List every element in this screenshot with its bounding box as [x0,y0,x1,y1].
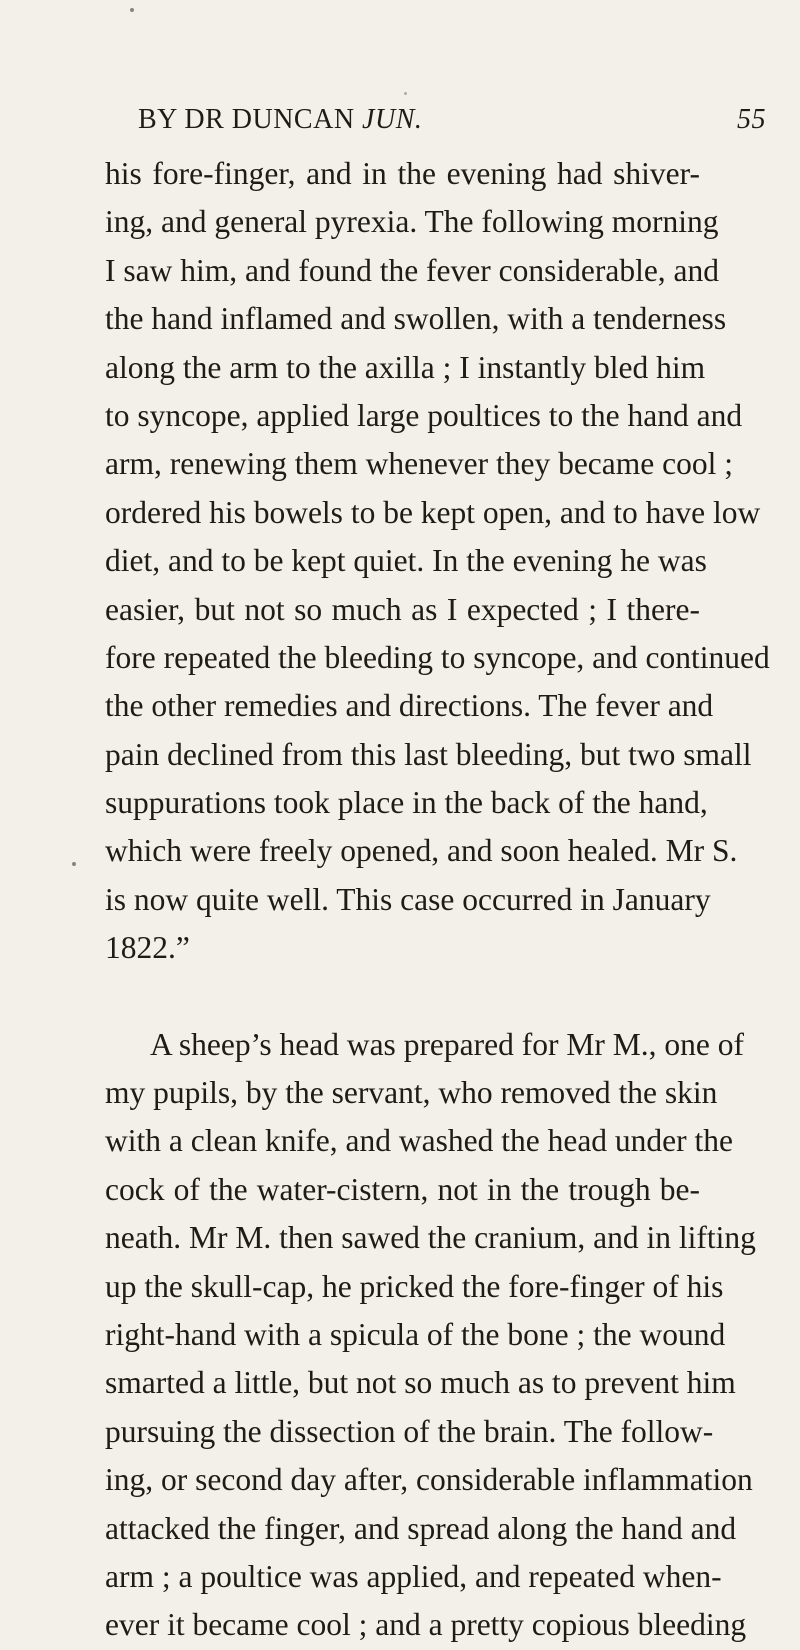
text-line: arm ; a poultice was applied, and repeated when- [105,1558,722,1594]
text-line: right-hand with a spicula of the bone ; the wound [105,1316,726,1352]
text-line: is now quite well. This case occurred in January [105,881,711,917]
paper-speck [404,92,407,95]
text-line: easier, but not so much as I expected ; I there- [105,591,700,627]
body-text [105,150,770,1650]
paragraph-gap [105,973,700,1021]
text-line: which were freely opened, and soon healed. Mr S. [105,833,738,869]
text-line: my pupils, by the servant, who removed the skin [105,1075,718,1111]
text-line: with a clean knife, and washed the head under the [105,1123,734,1159]
text-line: neath. Mr M. then sawed the cranium, and in lifting [105,1220,756,1256]
text-line: arm, renewing them whenever they became cool ; [105,446,733,482]
text-line: ing, or second day after, considerable inflammation [105,1462,753,1498]
running-title [138,104,422,136]
text-line: up the skull-cap, he pricked the fore-finger of his [105,1268,724,1304]
running-title-suffix: JUN. [362,104,423,135]
text-line: cock of the water-cistern, not in the trough be- [105,1171,700,1207]
text-line: 1822.” [105,930,190,966]
text-line: A sheep’s head was prepared for Mr M., one of [150,1026,744,1062]
running-title-text: BY DR DUNCAN [138,104,363,135]
text-line: I saw him, and found the fever considerable, and [105,252,720,288]
page-number: 55 [737,104,766,135]
paper-speck [130,8,134,12]
paragraph-2 [105,1021,756,1650]
text-line: pursuing the dissection of the brain. The follow- [105,1413,714,1449]
text-line: smarted a little, but not so much as to prevent him [105,1365,736,1401]
text-line: along the arm to the axilla ; I instantly bled him [105,349,706,385]
text-line: diet, and to be kept quiet. In the evening he was [105,543,707,579]
text-line: suppurations took place in the back of the hand, [105,785,708,821]
text-line: pain declined from this last bleeding, but two small [105,736,752,772]
text-line: ing, and general pyrexia. The following morning [105,204,719,240]
text-line: to syncope, applied large poultices to the hand and [105,397,743,433]
text-line: his fore-finger, and in the evening had shiver- [105,156,700,191]
running-head [138,104,766,144]
text-line: attacked the finger, and spread along the hand and [105,1510,737,1546]
text-line: ever it became cool ; and a pretty copious bleeding [105,1607,747,1643]
text-line: the other remedies and directions. The fever and [105,688,714,724]
text-line: fore repeated the bleeding to syncope, and continued [105,639,770,675]
text-line: the hand inflamed and swollen, with a tenderness [105,301,727,337]
paragraph-1 [105,150,770,973]
text-line: ordered his bowels to be kept open, and to have low [105,494,761,530]
paper-speck [72,862,76,866]
